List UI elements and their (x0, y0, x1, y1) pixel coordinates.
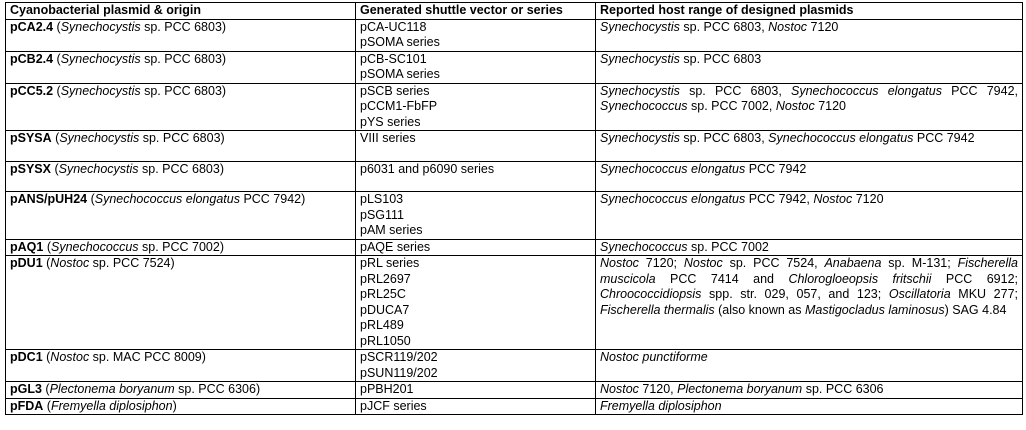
shuttle-vector-item: pRL489 (360, 318, 404, 332)
shuttle-vector-item: pLS103 (360, 192, 404, 206)
plasmid-origin-text: Nostoc (50, 350, 90, 364)
host-range-text: Synechocystis (600, 19, 680, 34)
plasmid-origin-cell (6, 19, 356, 51)
host-range-text: 7120; (638, 256, 684, 270)
shuttle-vector-cell (356, 350, 596, 382)
plasmid-origin-text: ( (42, 350, 51, 364)
host-range-text: sp. PCC 7002, (687, 99, 776, 113)
shuttle-vector-cell (356, 192, 596, 240)
plasmid-origin-cell (6, 239, 356, 256)
shuttle-vector-cell (356, 19, 596, 51)
host-range-text: Nostoc (683, 256, 723, 270)
plasmid-origin-text: Synechococcus elongatus (94, 192, 240, 206)
host-range-cell (596, 398, 1023, 415)
host-range-text: Oscillatoria (888, 287, 951, 301)
shuttle-vector-item: pSOMA series (360, 67, 440, 81)
host-range-text: PCC 7942, (745, 192, 814, 206)
shuttle-vector-item: pRL1050 (360, 333, 411, 348)
table-row (6, 239, 1023, 256)
host-range-text: Nostoc (768, 19, 808, 34)
plasmid-origin-text: ( (87, 192, 95, 206)
shuttle-vector-item: pJCF series (360, 398, 427, 413)
host-range-text: Synechococcus elongatus (768, 131, 914, 145)
shuttle-vector-cell (356, 382, 596, 399)
table-row (6, 192, 1023, 240)
host-range-text: PCC 7942 (745, 161, 807, 176)
host-range-cell (596, 192, 1023, 240)
host-range-text: Mastigocladus laminosus (804, 302, 945, 317)
host-range-text: Nostoc (813, 192, 853, 206)
plasmid-origin-text: sp. PCC 6803) (140, 51, 227, 66)
host-range-text: Anabaena (824, 256, 882, 270)
plasmid-table (5, 2, 1023, 415)
shuttle-vector-item: pCB-SC101 (360, 51, 427, 66)
shuttle-vector-cell (356, 51, 596, 83)
host-range-text: Synechocystis (600, 51, 680, 66)
host-range-text: sp. PCC 6803 (679, 51, 762, 66)
plasmid-origin-text: ( (53, 83, 61, 98)
plasmid-name: pFDA (10, 398, 44, 413)
host-range-text: 7120, (638, 382, 678, 396)
host-range-text: Chlorogloeopsis fritschii (788, 271, 932, 286)
plasmid-origin-text: ( (41, 382, 50, 396)
shuttle-vector-item: pRL25C (360, 287, 406, 301)
plasmid-origin-text: ( (53, 19, 61, 34)
host-range-text: 7120 (852, 192, 884, 206)
plasmid-origin-cell (6, 192, 356, 240)
host-range-text: Fremyella diplosiphon (600, 398, 722, 413)
plasmid-name: pDC1 (10, 350, 43, 364)
host-range-text: PCC 7942, (941, 83, 1018, 98)
host-range-text: Chroococcidiopsis (600, 287, 702, 301)
table-row (6, 19, 1023, 51)
host-range-text: 7120 (814, 99, 846, 113)
shuttle-vector-cell (356, 239, 596, 256)
host-range-text: sp. PCC 6306 (802, 382, 884, 396)
header-origin: Cyanobacterial plasmid & origin (6, 3, 356, 20)
shuttle-vector-cell (356, 131, 596, 162)
shuttle-vector-item: pSCR119/202 (360, 350, 438, 364)
host-range-text: sp. PCC 6803, (679, 83, 791, 98)
plasmid-name: pANS/pUH24 (10, 192, 88, 206)
shuttle-vector-item: pPBH201 (360, 382, 414, 396)
shuttle-vector-cell (356, 83, 596, 131)
header-host-range: Reported host range of designed plasmids (596, 3, 1023, 20)
shuttle-vector-item: VIII series (360, 131, 416, 145)
shuttle-vector-item: pAM series (360, 223, 423, 237)
table-row (6, 161, 1023, 192)
host-range-text: sp. PCC 6803, (679, 131, 769, 145)
table-body (6, 19, 1023, 415)
host-range-text: sp. PCC 6803, (679, 19, 769, 34)
shuttle-vector-item: pRL series (360, 256, 420, 270)
table-row (6, 382, 1023, 399)
host-range-text: 7120 (807, 19, 839, 34)
host-range-text: Synechococcus elongatus (600, 161, 746, 176)
plasmid-name: pSYSA (10, 131, 52, 145)
table-row (6, 83, 1023, 131)
plasmid-origin-cell (6, 161, 356, 192)
plasmid-origin-text: ( (53, 51, 61, 66)
host-range-text: spp. str. 029, 057, and 123; (701, 287, 889, 301)
host-range-text: Fischerella muscicola (600, 256, 1018, 286)
plasmid-origin-text: Synechocystis (60, 83, 141, 98)
plasmid-origin-text: sp. PCC 7524) (89, 256, 175, 270)
shuttle-vector-item: pSOMA series (360, 35, 440, 49)
host-range-text: Synechococcus (600, 239, 688, 254)
plasmid-origin-cell (6, 83, 356, 131)
host-range-cell (596, 51, 1023, 83)
plasmid-origin-text: ( (43, 239, 51, 254)
plasmid-origin-text: sp. PCC 6803) (140, 83, 227, 98)
host-range-cell (596, 83, 1023, 131)
plasmid-name: pCB2.4 (10, 51, 54, 66)
plasmid-name: pGL3 (10, 382, 42, 396)
plasmid-name: pCC5.2 (10, 83, 54, 98)
host-range-text: Nostoc (775, 99, 815, 113)
plasmid-origin-text: sp. PCC 6803) (140, 19, 227, 34)
host-range-cell (596, 382, 1023, 399)
plasmid-name: pDU1 (10, 256, 43, 270)
table-row (6, 256, 1023, 350)
host-range-text: Plectonema boryanum (677, 382, 803, 396)
plasmid-origin-cell (6, 51, 356, 83)
plasmid-name: pAQ1 (10, 239, 44, 254)
host-range-cell (596, 350, 1023, 382)
plasmid-origin-text: Nostoc (50, 256, 90, 270)
plasmid-origin-cell (6, 256, 356, 350)
host-range-cell (596, 239, 1023, 256)
host-range-text: ) SAG 4.84 (944, 302, 1007, 317)
host-range-text: Synechococcus elongatus (600, 192, 746, 206)
plasmid-origin-text: ( (51, 131, 60, 145)
table-row (6, 350, 1023, 382)
plasmid-origin-text: ) (172, 398, 177, 413)
shuttle-vector-item: pCCM1-FbFP (360, 99, 438, 113)
shuttle-vector-item: pYS series (360, 114, 421, 129)
shuttle-vector-item: pSG111 (360, 207, 405, 222)
host-range-text: PCC 6912; (931, 271, 1018, 286)
plasmid-name: pSYSX (10, 161, 51, 176)
plasmid-origin-text: ( (42, 256, 51, 270)
shuttle-vector-item: pAQE series (360, 239, 431, 254)
plasmid-origin-text: Synechocystis (58, 161, 139, 176)
header-vector: Generated shuttle vector or series (356, 3, 596, 20)
plasmid-origin-text: sp. PCC 6306) (174, 382, 261, 396)
shuttle-vector-item: pSCB series (360, 83, 430, 98)
shuttle-vector-item: p6031 and p6090 series (360, 161, 495, 176)
plasmid-origin-text: Fremyella diplosiphon (50, 398, 173, 413)
host-range-text: PCC 7942 (913, 131, 975, 145)
table-row (6, 398, 1023, 415)
plasmid-origin-text: Synechocystis (59, 131, 140, 145)
host-range-text: Nostoc (600, 382, 639, 396)
shuttle-vector-cell (356, 256, 596, 350)
plasmid-origin-text: sp. PCC 7002) (138, 239, 225, 254)
host-range-text: MKU 277; (950, 287, 1018, 301)
host-range-cell (596, 131, 1023, 162)
host-range-text: (also known as (714, 302, 805, 317)
host-range-text: sp. M-131; (881, 256, 958, 270)
shuttle-vector-item: pSUN119/202 (360, 365, 438, 380)
shuttle-vector-cell (356, 398, 596, 415)
plasmid-origin-text: Plectonema boryanum (49, 382, 175, 396)
host-range-text: Fischerella thermalis (600, 302, 715, 317)
plasmid-origin-cell (6, 398, 356, 415)
host-range-cell (596, 19, 1023, 51)
host-range-cell (596, 161, 1023, 192)
plasmid-origin-text: PCC 7942) (239, 192, 306, 206)
table-row (6, 51, 1023, 83)
table-row (6, 131, 1023, 162)
plasmid-origin-text: ( (43, 398, 51, 413)
plasmid-origin-text: sp. PCC 6803) (138, 161, 225, 176)
host-range-text: sp. PCC 7524, (722, 256, 825, 270)
shuttle-vector-item: pCA-UC118 (360, 19, 427, 34)
plasmid-origin-text: sp. MAC PCC 8009) (89, 350, 206, 364)
host-range-text: sp. PCC 7002 (687, 239, 769, 254)
plasmid-origin-cell (6, 382, 356, 399)
plasmid-origin-text: Synechocystis (60, 51, 141, 66)
plasmid-origin-text: sp. PCC 6803) (139, 131, 225, 145)
plasmid-origin-text: Synechococcus (50, 239, 139, 254)
host-range-text: Synechococcus elongatus (791, 83, 942, 98)
shuttle-vector-item: pDUCA7 (360, 302, 410, 317)
host-range-text: Synechocystis (600, 131, 680, 145)
host-range-text: Synechococcus (600, 99, 688, 113)
plasmid-origin-text: Synechocystis (60, 19, 141, 34)
shuttle-vector-item: pRL2697 (360, 271, 411, 286)
host-range-cell (596, 256, 1023, 350)
plasmid-origin-cell (6, 350, 356, 382)
host-range-text: Synechocystis (600, 83, 680, 98)
shuttle-vector-cell (356, 161, 596, 192)
host-range-text: Nostoc (600, 256, 639, 270)
host-range-text: Nostoc punctiforme (600, 350, 708, 364)
plasmid-name: pCA2.4 (10, 19, 54, 34)
host-range-text: PCC 7414 and (655, 271, 789, 286)
plasmid-origin-cell (6, 131, 356, 162)
header-row (6, 3, 1023, 20)
plasmid-origin-text: ( (51, 161, 59, 176)
